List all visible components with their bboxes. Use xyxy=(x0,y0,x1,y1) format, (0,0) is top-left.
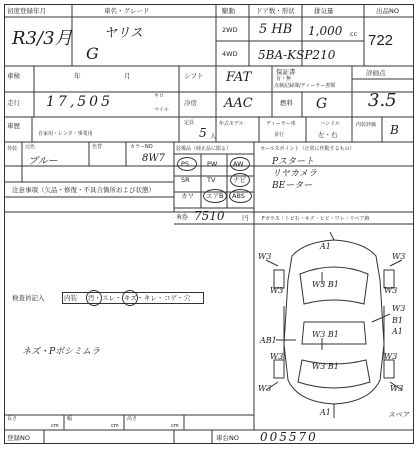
recycle-value: 7510 xyxy=(194,209,225,223)
fuel-value: G xyxy=(316,96,328,112)
history-options: 自家用・レンタ・事業用 xyxy=(38,131,93,137)
grade-value: G xyxy=(86,44,99,63)
mark-right-door: W3 xyxy=(392,304,406,313)
damage-header: Fガラス｜トビ石・キズ・ヒビ・ワレ・リペア跡 xyxy=(262,216,370,222)
drive-label: 駆動 xyxy=(222,7,235,15)
displacement-value: 1,000 xyxy=(308,24,343,38)
exterior-label: 外装 xyxy=(7,146,18,152)
sales-label: セールスポイント（正常に作動するもの） xyxy=(260,146,355,152)
chassis-label: 車台NO xyxy=(216,434,239,442)
recycle-unit: 円 xyxy=(242,214,249,222)
lot-label: 出品NO xyxy=(376,7,399,15)
displacement-label: 排気量 xyxy=(314,7,334,15)
sales-point-1: Pスタート xyxy=(272,157,315,167)
mile-unit: マイル xyxy=(154,107,169,113)
mark-roof: W3 B1 xyxy=(312,330,339,339)
shift-label: シフト xyxy=(184,72,204,80)
fuel-label: 燃料 xyxy=(280,99,293,107)
inspector-item-scratch: キズ・ xyxy=(124,294,144,302)
circle-navi xyxy=(230,173,250,187)
original-color-value: ブルー xyxy=(28,156,58,167)
color-no-label: カラーNO xyxy=(130,144,153,150)
color-no-value: 8W7 xyxy=(142,153,166,164)
inspector-item-interior: 内装 xyxy=(64,294,77,302)
reg-no-label: 登録NO xyxy=(7,434,30,442)
capacity-value: 5 xyxy=(199,126,207,140)
recycle-label: R券 xyxy=(177,213,189,221)
handle-label: ハンドル xyxy=(320,121,341,127)
height-label: 高さ xyxy=(127,416,138,422)
equip-tv: TV xyxy=(207,176,216,184)
first-reg-label: 初度登録年月 xyxy=(7,7,46,15)
inspector-item-tear: キレ・ xyxy=(144,294,164,302)
spare-label: スペア xyxy=(388,411,409,419)
sheet-grid xyxy=(4,4,414,444)
mileage-label: 走行 xyxy=(7,99,20,107)
sales-point-2: リヤカメラ xyxy=(272,169,317,179)
lot-number: 722 xyxy=(368,32,394,49)
inspector-item-scuff: スレ・ xyxy=(102,294,122,302)
sales-point-3: BEーター xyxy=(272,181,313,191)
model-code: 5BA-KSP210 xyxy=(258,48,336,62)
import-label: 並行 xyxy=(274,132,285,138)
interior-label: 内装評価 xyxy=(356,122,377,128)
inspector-item-hole: 穴 xyxy=(184,294,191,302)
mark-rear: A1 xyxy=(320,408,331,417)
drive-2wd: 2WD xyxy=(222,26,238,34)
doors-label: ドア数・形状 xyxy=(256,7,295,15)
height-cm: cm xyxy=(171,423,179,429)
shift-value: FAT xyxy=(226,70,252,85)
width-label: 幅 xyxy=(67,416,73,422)
shaken-label: 車検 xyxy=(7,72,20,80)
capacity-label: 定員 xyxy=(184,120,195,126)
equip-abs: ABS xyxy=(232,192,245,200)
mark-left-fender: W3 xyxy=(270,286,284,295)
equip-navi: ナビ xyxy=(233,176,246,184)
first-reg-value: R3/3月 xyxy=(12,28,73,49)
circle-airbag xyxy=(203,189,227,203)
equip-label: 装備品（純正品に限る） xyxy=(176,146,232,152)
equip-pw: PW xyxy=(207,160,218,168)
aircon-value: AAC xyxy=(224,96,253,111)
mark-left-door: AB1 xyxy=(260,336,277,345)
mark-rear-left: W3 xyxy=(258,384,272,393)
shaken-month: 月 xyxy=(124,72,131,80)
score-value: 3.5 xyxy=(368,90,397,111)
notes-label: 注意事項（欠品・修復・不具合箇所および状態） xyxy=(12,186,155,194)
modelyear-label: 年式モデル xyxy=(219,121,244,127)
drive-4wd: 4WD xyxy=(222,50,238,58)
mark-front: A1 xyxy=(320,242,331,251)
mark-right-door-b: B1 xyxy=(392,316,403,325)
inspector-item-burn: コゲ・ xyxy=(164,294,184,302)
car-diagram xyxy=(266,232,402,418)
equip-ps: PS xyxy=(181,160,190,168)
history-label: 車歴 xyxy=(7,122,20,130)
handle-value: 左・右 xyxy=(318,131,338,139)
interior-value: B xyxy=(390,123,399,137)
cc-unit: cc xyxy=(350,30,358,38)
doors-value: 5 HB xyxy=(259,22,293,37)
mark-left-rear: W3 xyxy=(270,352,284,361)
warranty-label: 保証書 xyxy=(276,68,296,76)
mark-right-rear: W3 xyxy=(384,352,398,361)
circle-scratch xyxy=(122,290,138,306)
km-unit: キロ xyxy=(154,93,165,99)
circle-dirt xyxy=(86,290,102,306)
width-cm: cm xyxy=(111,423,119,429)
inspector-item-dirt: 汚・ xyxy=(88,294,101,302)
original-color-label: 元色 xyxy=(25,144,36,150)
dealer-label: ディーラー車 xyxy=(266,121,296,127)
circle-ps xyxy=(177,157,197,171)
inspector-label: 検査員記入 xyxy=(12,294,45,302)
shaken-year: 年 xyxy=(74,72,81,80)
model-label: 車名・グレード xyxy=(104,7,150,15)
color-change-label: 色替 xyxy=(92,144,103,150)
mileage-value: 17,505 xyxy=(46,94,113,110)
equip-sr: SR xyxy=(181,176,190,184)
capacity-unit: 人 xyxy=(210,132,217,140)
equip-leather: カワ xyxy=(181,192,194,200)
aircon-label: 冷房 xyxy=(184,99,197,107)
mark-right-door-a: A1 xyxy=(392,327,403,336)
mark-hood: W3 B1 xyxy=(312,280,339,289)
warranty-sub2: 点検記録簿/ディーラー書類 xyxy=(274,83,336,89)
warranty-sub: 有・無 xyxy=(276,76,292,82)
equip-airbag: エアB xyxy=(206,192,224,200)
mark-rear-right: W3 xyxy=(390,384,404,393)
circle-abs xyxy=(229,189,252,203)
mark-right-fender: W3 xyxy=(384,286,398,295)
chassis-value: 005570 xyxy=(260,430,318,444)
mark-front-right: W3 xyxy=(392,252,406,261)
mark-trunk: W3 B1 xyxy=(312,362,339,371)
score-label: 評価点 xyxy=(366,69,386,77)
mark-front-left: W3 xyxy=(258,252,272,261)
inspector-note: ネズ・Pボシミムラ xyxy=(22,347,101,357)
circle-aw xyxy=(230,157,250,171)
equip-aw: AW xyxy=(233,160,244,168)
model-value: ヤリス xyxy=(104,26,143,41)
length-cm: cm xyxy=(51,423,59,429)
length-label: 長さ xyxy=(7,416,18,422)
auction-sheet xyxy=(4,4,414,444)
